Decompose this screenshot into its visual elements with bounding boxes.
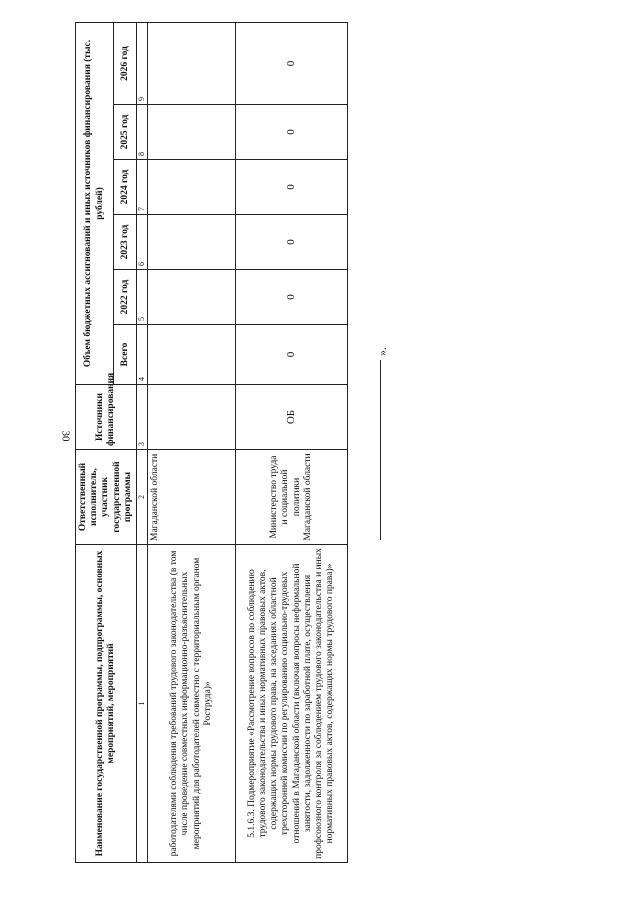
header-2026: 2026 год <box>114 23 137 105</box>
column-number: 3 <box>137 385 148 450</box>
closing-rule <box>380 360 381 540</box>
row1-executor: Магаданской области <box>148 450 236 545</box>
header-2025: 2025 год <box>114 105 137 160</box>
header-executor: Ответственный исполнитель, участник государственной программы <box>76 450 137 545</box>
column-number: 5 <box>137 270 148 325</box>
page-number: 30 <box>59 430 72 442</box>
row2-2023: 0 <box>236 215 348 270</box>
row2-name: 5.1.6.3. Подмероприятие «Рассмотрение вопросов по соблюдению трудового законодательства и иных нормативных правовых актов, содержащих нормы трудового права, на заседаниях областной трехсторонней комиссии по регулированию социально-трудовых отношений в Магаданской области (включая вопросы неформальной занятости, задолженности по заработной плате, осуществления профсоюзного контроля за соблюдением трудового законодательства и иных нормативных правовых актов, содержащих нормы трудового права)» <box>236 545 348 863</box>
rotated-document <box>75 23 373 863</box>
column-number: 4 <box>137 325 148 385</box>
row2-2025: 0 <box>236 105 348 160</box>
column-number-row <box>137 23 148 863</box>
header-budget-group: Объем бюджетных ассигнований и иных источников финансирования (тыс. рублей) <box>76 23 114 385</box>
header-total: Всего <box>114 325 137 385</box>
column-number: 8 <box>137 105 148 160</box>
column-number: 7 <box>137 160 148 215</box>
header-2023: 2023 год <box>114 215 137 270</box>
header-2022: 2022 год <box>114 270 137 325</box>
financing-table <box>75 22 348 863</box>
table-row <box>236 23 348 863</box>
table-row <box>148 23 236 863</box>
row2-2022: 0 <box>236 270 348 325</box>
row1-name: работодателями соблюдения требований трудового законодательства (в том числе проведение совместных информационно-разъяснительных мероприятий для работодателей совместно с территориальным органом Роструда)» <box>148 545 236 863</box>
row2-source: ОБ <box>236 385 348 450</box>
column-number: 2 <box>137 450 148 545</box>
column-number: 6 <box>137 215 148 270</box>
column-number: 9 <box>137 23 148 105</box>
header-2024: 2024 год <box>114 160 137 215</box>
header-source: Источники финансирования <box>76 385 137 450</box>
row2-2026: 0 <box>236 23 348 105</box>
header-name: Наименование государственной программы, подпрограммы, основных мероприятий, мероприятий <box>76 545 137 863</box>
row2-executor: Министерство труда и социальной политики Магаданской области <box>236 450 348 545</box>
closing-mark: ». <box>375 347 389 356</box>
column-number: 1 <box>137 545 148 863</box>
row2-2024: 0 <box>236 160 348 215</box>
row2-total: 0 <box>236 325 348 385</box>
